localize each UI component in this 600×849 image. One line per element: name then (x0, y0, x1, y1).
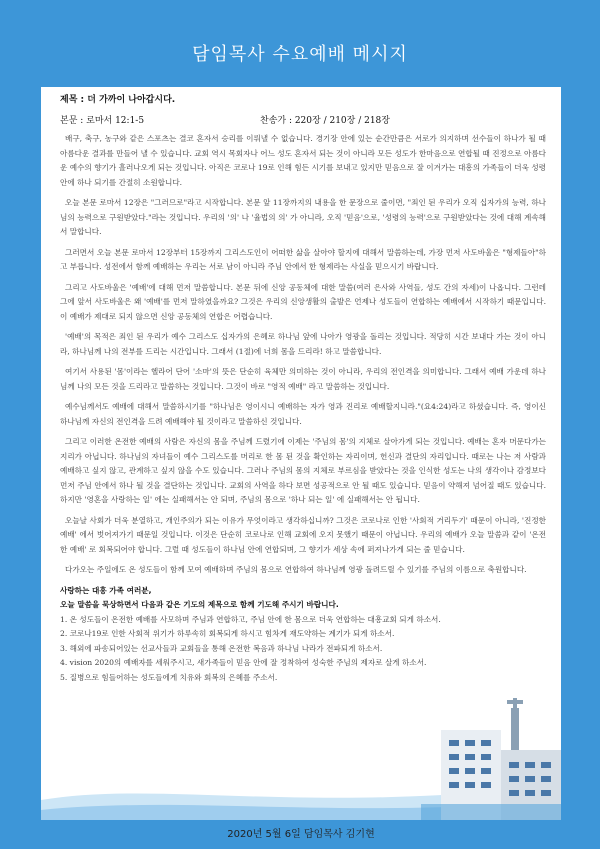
prayer-item: 2. 코로나19로 인한 사회적 위기가 하루속히 회복되게 하시고 힘차게 재도약하는 계기가 되게 하소서. (60, 629, 395, 638)
prayer-item: 1. 온 성도들이 온전한 예배를 사모하며 주님과 연합하고, 주님 안에 한 몸으로 더욱 연합하는 대흥교회 되게 하소서. (60, 614, 441, 624)
sermon-title: 제목 : 더 가까이 나아갑시다. (60, 95, 176, 105)
scripture-reference: 본문 : 로마서 12:1-5 (60, 115, 145, 126)
church-building-image (421, 700, 561, 820)
paragraph: 오늘날 사회가 더욱 분열하고, 개인주의가 되는 이유가 무엇이라고 생각하십니까? 그것은 코로나로 인한 '사회적 거리두기' 때문이 아니라, '진정한 예배' 에서 벗어져가기 때문일 것입니다. 이것은 단순히 코로나로 인해 교회에 오지 못했기 때문이 아닙니다. 우리의 예배가 오늘 말씀과 같이 '온전한 예배' 로 회복되어야 합니다. 그럴 때 성도들이 하나님 안에 연합되며, 그 향기가 세상 속에 퍼져나가게 되는 줄 믿습니다. (60, 515, 546, 554)
prayer-list (60, 613, 546, 686)
hymn-numbers: 찬송가 : 220장 / 210장 / 218장 (260, 115, 390, 126)
prayer-item: 4. vision 2020의 예배자를 세워주시고, 새가족들이 믿음 안에 잘 정착하여 성숙한 주님의 제자로 살게 하소서. (60, 658, 427, 667)
sermon-info (60, 114, 546, 129)
prayer-item: 5. 질병으로 힘들어하는 성도들에게 치유와 회복의 은혜를 주소서. (60, 672, 278, 682)
paragraph: 배구, 축구, 농구와 같은 스포츠는 결코 혼자서 승리를 이뤄낼 수 없습니다. 경기장 안에 있는 순간만큼은 서로가 의지하며 선수들이 하나가 될 때 아름다운 결과를 만들어 낼 수 있습니다. 교회 역시 목회자나 어느 성도 혼자서 되는 것이 아니라 모든 성도가 한마음으로 연합될 때 진정으로 아름다운 예수의 향기가 흘러나오게 되는 것입니다. 아직은 코로나 19로 인해 힘든 시기를 보내고 있지만 믿음으로 잘 이겨가는 대흥의 가족들이 더욱 성령 안에 하나 되기를 간절히 소원합니다. (60, 134, 546, 187)
prayer-item: 3. 해외에 파송되어있는 선교사들과 교회들을 통해 온전한 복음과 하나님 나라가 전파되게 하소서. (60, 643, 383, 653)
paragraph: 오늘 본문 로마서 12장은 "그러므로"라고 시작합니다. 본문 앞 11장까지의 내용을 한 문장으로 줄이면, "죄인 된 우리가 오직 십자가의 능력, 하나님의 능력으로 구원받았다."라는 것입니다. 우리의 '의' 나 '율법의 의' 가 아니라, 오직 '믿음'으로, '성령의 능력'으로 구원받았다는 것에 대해 계속해서 말합니다. (60, 198, 546, 236)
paragraph: 그러면서 오늘 본문 로마서 12장부터 15장까지 그리스도인이 어떠한 삶을 살아야 할지에 대해서 말씀하는데, 가장 먼저 사도바울은 "형제들아"하고 부릅니다. 성전에서 함께 예배하는 우리는 서로 남이 아니라 주님 안에서 한 형제라는 사실을 믿으시기 바랍니다. (60, 247, 546, 271)
paragraph: 그리고 사도바울은 '예배'에 대해 먼저 말씀합니다. 본문 뒤에 신앙 공동체에 대한 말씀(여러 은사와 사역들, 성도 간의 자세)이 나옵니다. 그런데 그에 앞서 사도바울은 왜 '예배'를 먼저 말하였을까요? 그것은 우리의 신앙생활의 출발은 언제나 성도들이 연합하는 예배에서 시작하기 때문입니다. 이 예배가 제대로 되지 않으면 신앙 공동체의 연합은 어렵습니다. (60, 282, 546, 321)
paragraph: 다가오는 주일에도 온 성도들이 함께 모여 예배하며 주님의 몸으로 연합하여 하나님께 영광 돌려드릴 수 있기를 주님의 이름으로 축원합니다. (65, 565, 527, 574)
document-content (60, 93, 546, 685)
prayer-intro: 오늘 말씀을 묵상하면서 다음과 같은 기도의 제목으로 함께 기도해 주시기 바랍니다. (60, 600, 339, 609)
signature-line: 2020년 5월 6일 담임목사 김기현 (227, 829, 375, 840)
paragraph: 여기서 사용된 '몸'이라는 헬라어 단어 '소마'의 뜻은 단순히 육체만 의미하는 것이 아니라, 우리의 전인격을 의미합니다. 그래서 예배 가운데 하나님께 나의 모든 것을 드리라고 말씀하는 것입니다. 그것이 바로 "영적 예배" 라고 말씀하는 것입니다. (60, 367, 546, 391)
page-title: 담임목사 수요예배 메시지 (192, 44, 408, 65)
paragraph: 그리고 이러한 온전한 예배의 사람은 자신의 몸을 주님께 드렸기에 이제는 '주님의 몸'의 지체로 살아가게 되는 것입니다. 예배는 혼자 머문다가는 지리가 아닙니다. 하나님의 자녀들이 예수 그리스도를 머리로 한 몸 된 것을 확인하는 자리이며, 헌신과 결단의 자리입니다. 때로는 나는 저 사람과 예배하고 싶지 않고, 관계하고 싶지 않을 수도 있습니다. 그러나 주님의 몸의 지체로 부르심을 받았다는 것을 인식한 성도는 나의 생각이나 감정보다 먼저 주님 안에서 하나 될 것을 결단하는 것입니다. 교회의 사역을 하다 보면 성공적으로 안 될 때도 있습니다. 믿음이 약해져 넘어질 때도 있습니다. 하지만 '영혼을 사랑하는 일' 에는 실패해서는 안 되며, 주님의 몸으로 '하나 되는 일' 에 실패해서는 안 됩니다. (60, 437, 546, 504)
document-page (41, 87, 561, 840)
paragraph: '예배'의 목적은 죄인 된 우리가 예수 그리스도 십자가의 은혜로 하나님 앞에 나아가 영광을 돌리는 것입니다. 적당히 시간 보내다 가는 것이 아니라, 하나님께 나의 전부를 드리는 시간입니다. 그래서 (1절)에 너희 몸을 드리라! 하고 말씀합니다. (60, 332, 546, 356)
prayer-greeting: 사랑하는 대흥 가족 여러분, (60, 585, 152, 595)
header (0, 0, 600, 85)
paragraph: 예수님께서도 예배에 대해서 말씀하시기를 "하나님은 영이시니 예배하는 자가 영과 진리로 예배할지니라."(요4:24)라고 하셨습니다. 즉, 영이신 하나님께 자신의 전인격을 드려 예배해야 될 것이라고 말씀하신 것입니다. (60, 402, 546, 426)
